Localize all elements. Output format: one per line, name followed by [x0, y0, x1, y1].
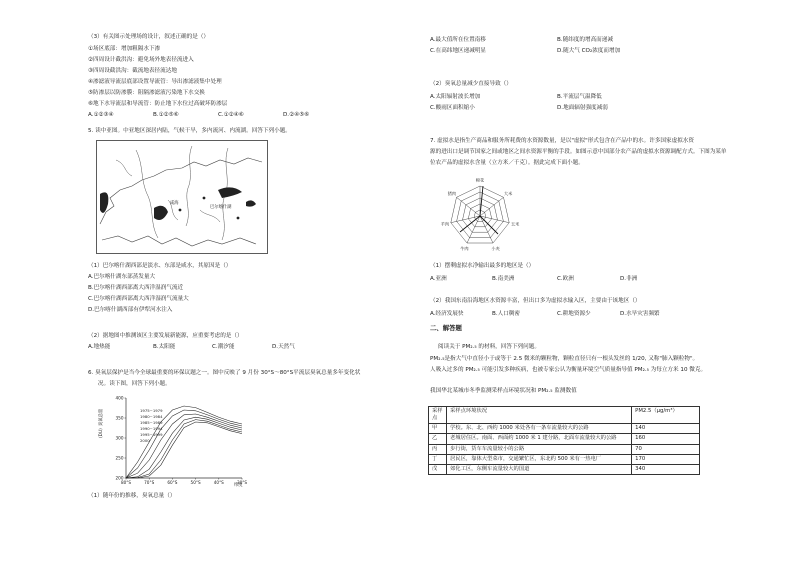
legend-entry: 1980~1984 — [140, 414, 163, 419]
table-cell: 老城居住区。南面、西面约 1000 米 1 建分路，北面车流量较大的公路 — [446, 434, 631, 444]
legend-entry: 1995~1999 — [140, 432, 163, 437]
x-tick-label: 30°S — [236, 480, 248, 485]
table-row — [429, 464, 700, 474]
table-header-cell: 采样点 — [429, 407, 447, 424]
q7-sub2-option-c: C.耕地资源少 — [557, 311, 591, 317]
q5-sub2-stem: （2）据地图中推测该区主要发展新能源，应重要考虑的是（） — [88, 333, 243, 339]
q-design-option-c: C.①②④⑥ — [218, 112, 244, 118]
q8-intro: 阅读关于 PM₂.₅ 的材料，回答下列问题。 — [438, 344, 540, 350]
table-cell: 160 — [632, 434, 700, 444]
q6-sub1-stem: （1）随年份的推移，臭氧总量（） — [88, 493, 176, 499]
legend-entry: 1990~1994 — [140, 426, 163, 431]
table-cell: 甲 — [429, 424, 447, 434]
y-tick-label: 300 — [115, 435, 124, 441]
q5-sub1-option-a: A.巴尔喀什湖东部蒸发量大 — [88, 274, 156, 280]
q7-sub2-stem: （2）我国东南沿海地区水资源丰富，但出口多为虚拟水输入区，主要由于该地区（） — [430, 298, 641, 304]
map-label-balkhash: 巴尔喀什湖 — [210, 205, 232, 210]
q5-sub2-option-c: C.潮汐能 — [212, 344, 235, 350]
q5-sub1-option-d: D.巴尔喀什湖西部有伊犁河水注入 — [88, 307, 173, 313]
x-axis-title: 纬度 — [234, 483, 243, 488]
section-heading-answers: 二、解答题 — [430, 324, 462, 332]
q5-sub2-option-b: B.太阳能 — [153, 344, 176, 350]
table-row — [429, 424, 700, 434]
radar-axis-label: 羊肉 — [440, 221, 450, 227]
table-row — [429, 444, 700, 454]
q7-sub2-option-a: A.经济发展快 — [430, 311, 464, 317]
q6-sub1-option-d: D.随大气 CO₂浓度而增加 — [557, 48, 621, 54]
y-tick-label: 350 — [115, 415, 124, 421]
q6-stem-line2: 况。读下图，回答下列小题。 — [98, 381, 171, 387]
q-design-option-a: A.①②③④ — [88, 112, 114, 118]
q6-sub2-option-d: D.地面辐射强度减弱 — [557, 105, 608, 111]
map-label-aral: 咸海 — [170, 201, 179, 206]
virtual-water-radar-chart — [440, 168, 520, 260]
q7-sub2-option-b: B.人口稠密 — [492, 311, 520, 317]
q7-sub1-option-c: C.欧洲 — [557, 276, 574, 282]
table-cell: 戊 — [429, 464, 447, 474]
table-cell: 学校。东、北、西约 1000 米处各有一条车流量较大的公路 — [446, 424, 631, 434]
y-axis-title: 臭氧总量 — [99, 408, 104, 426]
q7-sub1-stem: （1）摆剩虚拟水净输出最多的地区是（） — [430, 263, 535, 269]
table-cell: 居民区，靠体大型菜市，交通繁忙区，东北约 500 米有一热电厂 — [446, 454, 631, 464]
q6-sub2-option-c: C.酸雨区面积缩小 — [430, 105, 475, 111]
q-design-item-6: ⑥地下水导流层和导流管：防止地下水位过高破坏防渗层 — [88, 101, 228, 107]
radar-spoke — [467, 216, 480, 243]
x-tick-label: 40°S — [213, 480, 224, 485]
table-cell: 140 — [632, 424, 700, 434]
ozone-chart — [98, 390, 248, 488]
q7-sub2-option-d: D.水旱灾害频繁 — [620, 311, 660, 317]
q-design-item-5: ⑤防渗层以防渗膜：阻隔渗滤液污染地下水交换 — [88, 90, 205, 96]
q7-stem-line2: 源的进出口是调节国家之间或地区之间水资源平衡的手段。如图示意中国部分农产品的虚拟水资源调配方式。下图为某单 — [430, 149, 727, 155]
y-tick-label: 400 — [115, 395, 124, 401]
q-design-item-4: ④渗滤液导流层底部设置导流管：导出渗滤液集中处理 — [88, 79, 222, 85]
radar-axis-label: 大米 — [503, 191, 513, 197]
q5-sub1-option-b: B.巴尔喀什湖西部离大西洋湿润气流近 — [88, 285, 184, 291]
table-cell: 170 — [632, 454, 700, 464]
q7-stem-line3: 位农产品的虚拟水含量（立方米／千克）。据此完成下面小题。 — [430, 160, 584, 166]
y-tick-label: 200 — [115, 475, 124, 481]
radar-axis-label: 猪肉 — [447, 191, 457, 197]
q6-sub1-option-b: B.随纬度的增高而递减 — [557, 37, 613, 43]
y-axis-unit: (DU) — [99, 428, 104, 438]
q7-stem-line1: 7. 虚拟水是指生产商品和服务所耗费的水资源数量，是以"虚拟"形式包含在产品中的水。许多国家虚拟水资 — [430, 138, 694, 144]
central-asia-map — [96, 140, 268, 254]
q-design-item-1: ①场区底部：增加粗隔水下渗 — [88, 46, 161, 52]
q-design-option-b: B.①②⑤⑥ — [153, 112, 179, 118]
table-cell: 乙 — [429, 434, 447, 444]
q-design-stem: （3）有关图示处理场的设计，叙述正确的是（） — [88, 34, 210, 40]
table-header-cell: PM2.5（μg/m³） — [632, 407, 700, 424]
q7-sub1-option-b: B.南美洲 — [492, 276, 515, 282]
q5-sub1-option-c: C.巴尔喀什湖西部离大西洋湿润气流量大 — [88, 296, 189, 302]
x-tick-label: 70°S — [144, 480, 155, 485]
x-tick-label: 50°S — [190, 480, 201, 485]
q5-stem: 5. 读中亚图。中亚地区深居内陆，气候干旱，多内流河、内流湖。回答下列小题。 — [88, 128, 291, 134]
radar-axis-label: 牛肉 — [460, 245, 469, 251]
table-cell: 340 — [632, 464, 700, 474]
q6-sub1-option-a: A.最大值所在位置南移 — [430, 37, 486, 43]
q8-paragraph2: 我国华北某城市冬季监测采样点环境状况和 PM₂.₅ 监测数值 — [430, 388, 577, 394]
q7-sub1-option-a: A.亚洲 — [430, 276, 447, 282]
legend-entry: 1985~1989 — [140, 420, 163, 425]
legend-entry: 1975~1979 — [140, 408, 163, 413]
table-cell: 丁 — [429, 454, 447, 464]
q5-sub1-stem: （1）巴尔喀什湖西部是淡水、东部是咸水，其原因是（） — [88, 263, 232, 269]
q6-stem-line1: 6. 臭氧层保护是当今全球最重要的环保议题之一。图中反映了 9 月份 30°S～80°S平流层臭氧总量多年变化状 — [88, 370, 361, 376]
table-cell: 丙 — [429, 444, 447, 454]
table-cell: 步行街，货车车流量较小的公路 — [446, 444, 631, 454]
q5-sub2-option-d: D.天然气 — [272, 344, 295, 350]
table-header-row — [429, 407, 700, 424]
table-row — [429, 454, 700, 464]
q-design-item-3: ③四周设截洪沟：截流地表径流达地 — [88, 68, 177, 74]
q8-paragraph1-line1: PM₂.₅是指大气中直径小于或等于 2.5 微米的颗粒物，颗粒直径只有一根头发丝的 1/20, 又称"肺入颗粒物"。 — [430, 356, 699, 362]
radar-spoke — [480, 216, 493, 243]
table-cell: 郊化工区，东侧车流量较大的国道 — [446, 464, 631, 474]
table-row — [429, 434, 700, 444]
q-design-option-d: D.②④⑤⑥ — [283, 112, 310, 118]
q6-sub1-option-c: C.在高纬地区递减明显 — [430, 48, 487, 54]
radar-axis-label: 小麦 — [491, 245, 500, 251]
q6-sub2-option-b: B.平流层气温降低 — [557, 94, 602, 100]
table-cell: 70 — [632, 444, 700, 454]
x-tick-label: 80°S — [120, 480, 132, 485]
q8-paragraph1-line2: 人吸入过多的 PM₂.₅ 可能引发多种疾病，也被专家公认为衡量环境空气质量指导值 PM₂.₅ 为每立方米 10 微克。 — [430, 367, 707, 373]
q-design-item-2: ②四周设计截洪沟：避免场外地表径流进入 — [88, 57, 194, 63]
q6-sub2-option-a: A.太阳辐射波长增加 — [430, 94, 481, 100]
q7-sub1-option-d: D.非洲 — [620, 276, 638, 282]
legend-entry: 2000 — [140, 438, 150, 443]
table-header-cell: 采样点环境状况 — [446, 407, 631, 424]
x-tick-label: 60°S — [167, 480, 178, 485]
radar-axis-label: 玉米 — [510, 221, 520, 227]
q5-sub2-option-a: A.地热能 — [88, 344, 111, 350]
y-tick-label: 250 — [115, 455, 124, 461]
radar-axis-label: 棉花 — [475, 177, 485, 183]
pm25-table — [428, 406, 700, 475]
q6-sub2-stem: （2）臭氧总量减少直接导致（） — [430, 81, 512, 87]
